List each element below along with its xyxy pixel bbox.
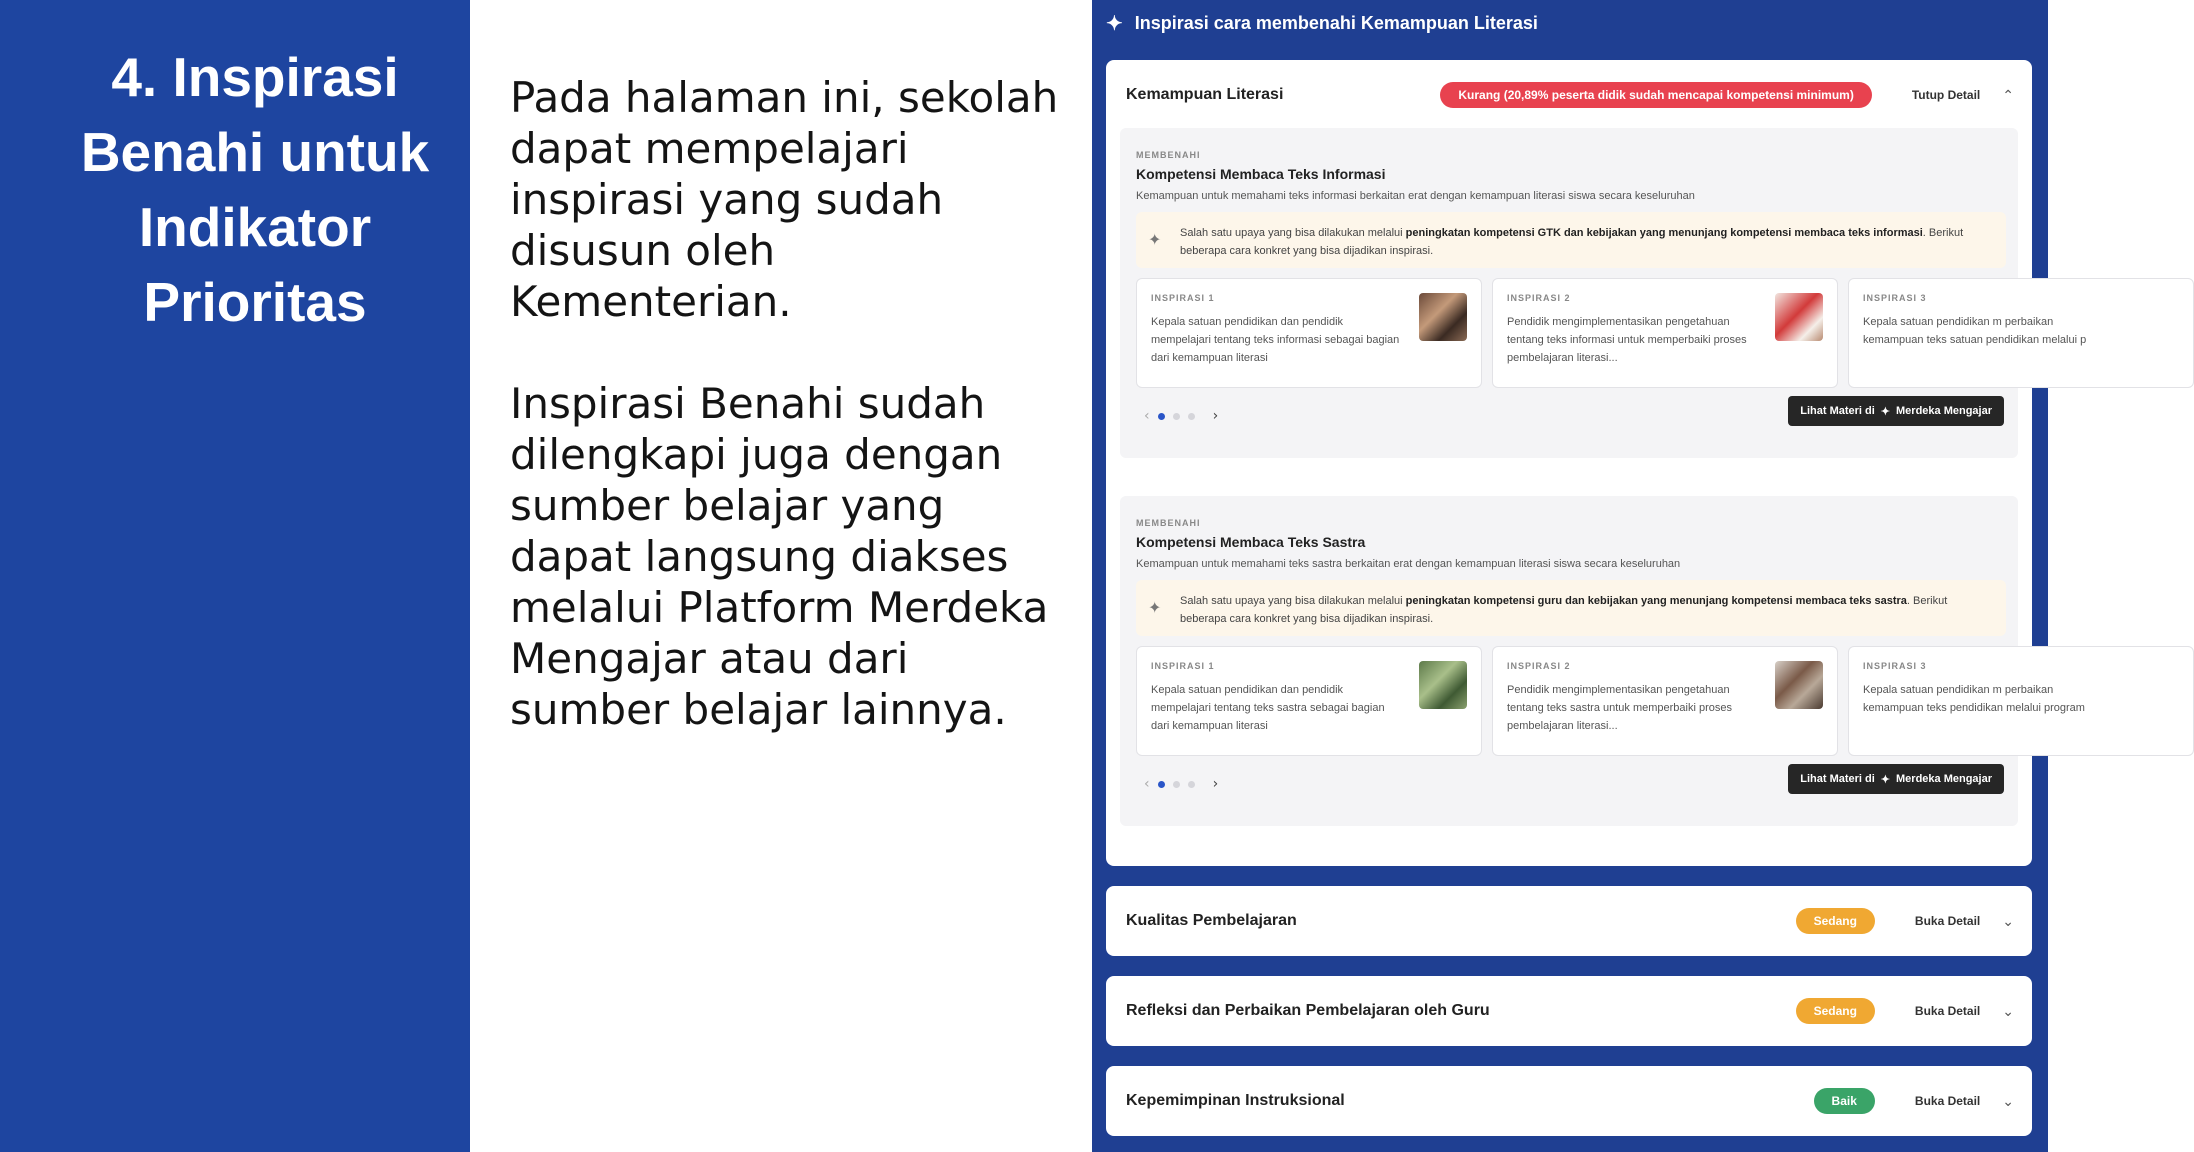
cta-brand: Merdeka Mengajar	[1896, 773, 1992, 785]
inspiration-label: INSPIRASI 1	[1151, 293, 1215, 303]
card-header[interactable]	[1106, 886, 2032, 956]
card-header[interactable]	[1106, 1066, 2032, 1136]
sparkle-icon: ✦	[1148, 600, 1162, 617]
inspiration-text: Kepala satuan pendidikan dan pendidik mempelajari tentang teks sastra sebagai bagian dari kemampuan literasi	[1151, 684, 1385, 732]
inspiration-thumbnail	[1775, 293, 1823, 341]
chevron-left-icon[interactable]: ‹	[1144, 408, 1150, 424]
slide-title-panel	[0, 0, 470, 1152]
carousel-pager	[1144, 776, 1218, 792]
inspiration-text: Kepala satuan pendidikan m perbaikan kemampuan teks pendidikan melalui program	[1863, 684, 2085, 714]
title-line: Indikator	[138, 196, 372, 258]
open-detail-button[interactable]: Buka Detail	[1914, 1004, 1981, 1018]
slide-body	[510, 72, 1070, 786]
view-material-button[interactable]	[1788, 396, 2004, 426]
inspiration-card[interactable]	[1136, 278, 1482, 388]
section-teks-informasi	[1120, 128, 2087, 458]
note-prefix: Salah satu upaya yang bisa dilakukan melalui	[1180, 227, 1406, 239]
chevron-right-icon[interactable]: ›	[1212, 408, 1219, 424]
inspiration-label: INSPIRASI 1	[1151, 661, 1215, 671]
inspiration-label: INSPIRASI 3	[1863, 661, 1927, 671]
section-title: Kompetensi Membaca Teks Sastra	[1136, 534, 1366, 550]
inspiration-note	[1136, 212, 2006, 268]
merdeka-mengajar-logo-icon: ✦	[1880, 405, 1891, 418]
toggle-detail-button[interactable]: Tutup Detail	[1911, 88, 1981, 102]
inspiration-text: Kepala satuan pendidikan m perbaikan kemampuan teks satuan pendidikan melalui p	[1863, 316, 2087, 346]
note-suffix: . Berikut beberapa cara konkret yang bisa dijadikan inspirasi.	[1180, 595, 1948, 625]
inspiration-card[interactable]	[1848, 278, 2194, 388]
card-kepemimpinan-instruksional	[1106, 1066, 2032, 1136]
inspiration-card[interactable]	[1492, 278, 1838, 388]
card-title: Kualitas Pembelajaran	[1126, 912, 1297, 929]
inspiration-card[interactable]	[1848, 646, 2194, 756]
slide-title	[0, 40, 510, 340]
section-title: Kompetensi Membaca Teks Informasi	[1136, 166, 1386, 182]
inspiration-carousel	[1136, 646, 2085, 758]
inspiration-thumbnail	[1775, 661, 1823, 709]
pager-dot[interactable]	[1188, 781, 1195, 788]
card-refleksi-perbaikan	[1106, 976, 2032, 1046]
status-badge: Sedang	[1796, 998, 1875, 1024]
note-text	[1180, 224, 1990, 260]
note-text	[1180, 592, 1990, 628]
cta-brand: Merdeka Mengajar	[1896, 405, 1992, 417]
chevron-down-icon[interactable]: ⌄	[2002, 1002, 2014, 1019]
inspiration-header	[1106, 10, 1538, 36]
status-badge: Baik	[1814, 1088, 1875, 1114]
section-eyebrow: MEMBENAHI	[1136, 518, 1201, 528]
title-line: Benahi untuk	[80, 121, 430, 183]
inspiration-thumbnail	[1419, 293, 1467, 341]
inspiration-label: INSPIRASI 3	[1863, 293, 1927, 303]
card-kemampuan-literasi	[1106, 60, 2087, 866]
carousel-pager	[1144, 408, 1218, 424]
pager-dot[interactable]	[1173, 781, 1180, 788]
view-material-button[interactable]	[1788, 764, 2004, 794]
body-paragraph-2: Inspirasi Benahi sudah dilengkapi juga dengan sumber belajar yang dapat langsung diakses melalui Platform Merdeka Mengajar atau dari sumber belajar lainnya.	[510, 379, 1049, 734]
note-bold: peningkatan kompetensi GTK dan kebijakan yang menunjang kompetensi membaca teks informasi	[1405, 227, 1923, 239]
merdeka-mengajar-logo-icon: ✦	[1880, 773, 1891, 786]
pager-dot[interactable]	[1158, 413, 1165, 420]
inspiration-label: INSPIRASI 2	[1507, 293, 1571, 303]
card-header[interactable]	[1106, 60, 2032, 130]
inspiration-text: Pendidik mengimplementasikan pengetahuan tentang teks sastra untuk memperbaiki proses pembelajaran literasi...	[1507, 684, 1733, 732]
section-eyebrow: MEMBENAHI	[1136, 150, 1201, 160]
cta-prefix: Lihat Materi di	[1800, 773, 1875, 785]
section-description: Kemampuan untuk memahami teks informasi berkaitan erat dengan kemampuan literasi siswa secara keseluruhan	[1136, 190, 1695, 202]
open-detail-button[interactable]: Buka Detail	[1914, 914, 1981, 928]
status-badge: Kurang (20,89% peserta didik sudah mencapai kompetensi minimum)	[1440, 82, 1871, 108]
section-description: Kemampuan untuk memahami teks sastra berkaitan erat dengan kemampuan literasi siswa secara keseluruhan	[1136, 558, 1681, 570]
pager-dot[interactable]	[1188, 413, 1195, 420]
inspiration-text: Kepala satuan pendidikan dan pendidik mempelajari tentang teks informasi sebagai bagian dari kemampuan literasi	[1151, 316, 1400, 364]
title-line: 4. Inspirasi	[111, 46, 399, 108]
card-header[interactable]	[1106, 976, 2032, 1046]
inspiration-thumbnail	[1419, 661, 1467, 709]
inspiration-text: Pendidik mengimplementasikan pengetahuan tentang teks informasi untuk memperbaiki proses pembelajaran literasi...	[1507, 316, 1747, 364]
open-detail-button[interactable]: Buka Detail	[1914, 1094, 1981, 1108]
note-suffix: . Berikut beberapa cara konkret yang bisa dijadikan inspirasi.	[1180, 227, 1964, 257]
app-screenshot	[1092, 0, 2087, 1152]
sparkle-icon: ✦	[1148, 232, 1162, 249]
inspiration-card[interactable]	[1492, 646, 1838, 756]
inspiration-label: INSPIRASI 2	[1507, 661, 1571, 671]
body-paragraph-1: Pada halaman ini, sekolah dapat mempelajari inspirasi yang sudah disusun oleh Kementerian.	[510, 73, 1059, 326]
card-title: Refleksi dan Perbaikan Pembelajaran oleh Guru	[1126, 1002, 1490, 1019]
pager-dot[interactable]	[1173, 413, 1180, 420]
cta-prefix: Lihat Materi di	[1800, 405, 1875, 417]
inspiration-carousel	[1136, 278, 2087, 390]
card-title: Kemampuan Literasi	[1126, 86, 1284, 103]
note-prefix: Salah satu upaya yang bisa dilakukan melalui	[1180, 595, 1406, 607]
chevron-up-icon[interactable]: ⌃	[2002, 86, 2014, 103]
status-badge: Sedang	[1796, 908, 1875, 934]
inspiration-note	[1136, 580, 2006, 636]
inspiration-header-title: Inspirasi cara membenahi Kemampuan Literasi	[1134, 12, 1538, 33]
pager-dot[interactable]	[1158, 781, 1165, 788]
chevron-right-icon[interactable]: ›	[1212, 776, 1219, 792]
chevron-down-icon[interactable]: ⌄	[2002, 1092, 2014, 1109]
note-bold: peningkatan kompetensi guru dan kebijakan yang menunjang kompetensi membaca teks sastra	[1405, 595, 1907, 607]
sparkle-icon: ✦	[1106, 12, 1123, 35]
card-kualitas-pembelajaran	[1106, 886, 2032, 956]
title-line: Prioritas	[143, 271, 367, 333]
inspiration-card[interactable]	[1136, 646, 1482, 756]
section-teks-sastra	[1120, 496, 2085, 826]
card-title: Kepemimpinan Instruksional	[1126, 1092, 1345, 1109]
chevron-left-icon[interactable]: ‹	[1144, 776, 1150, 792]
chevron-down-icon[interactable]: ⌄	[2002, 912, 2014, 929]
